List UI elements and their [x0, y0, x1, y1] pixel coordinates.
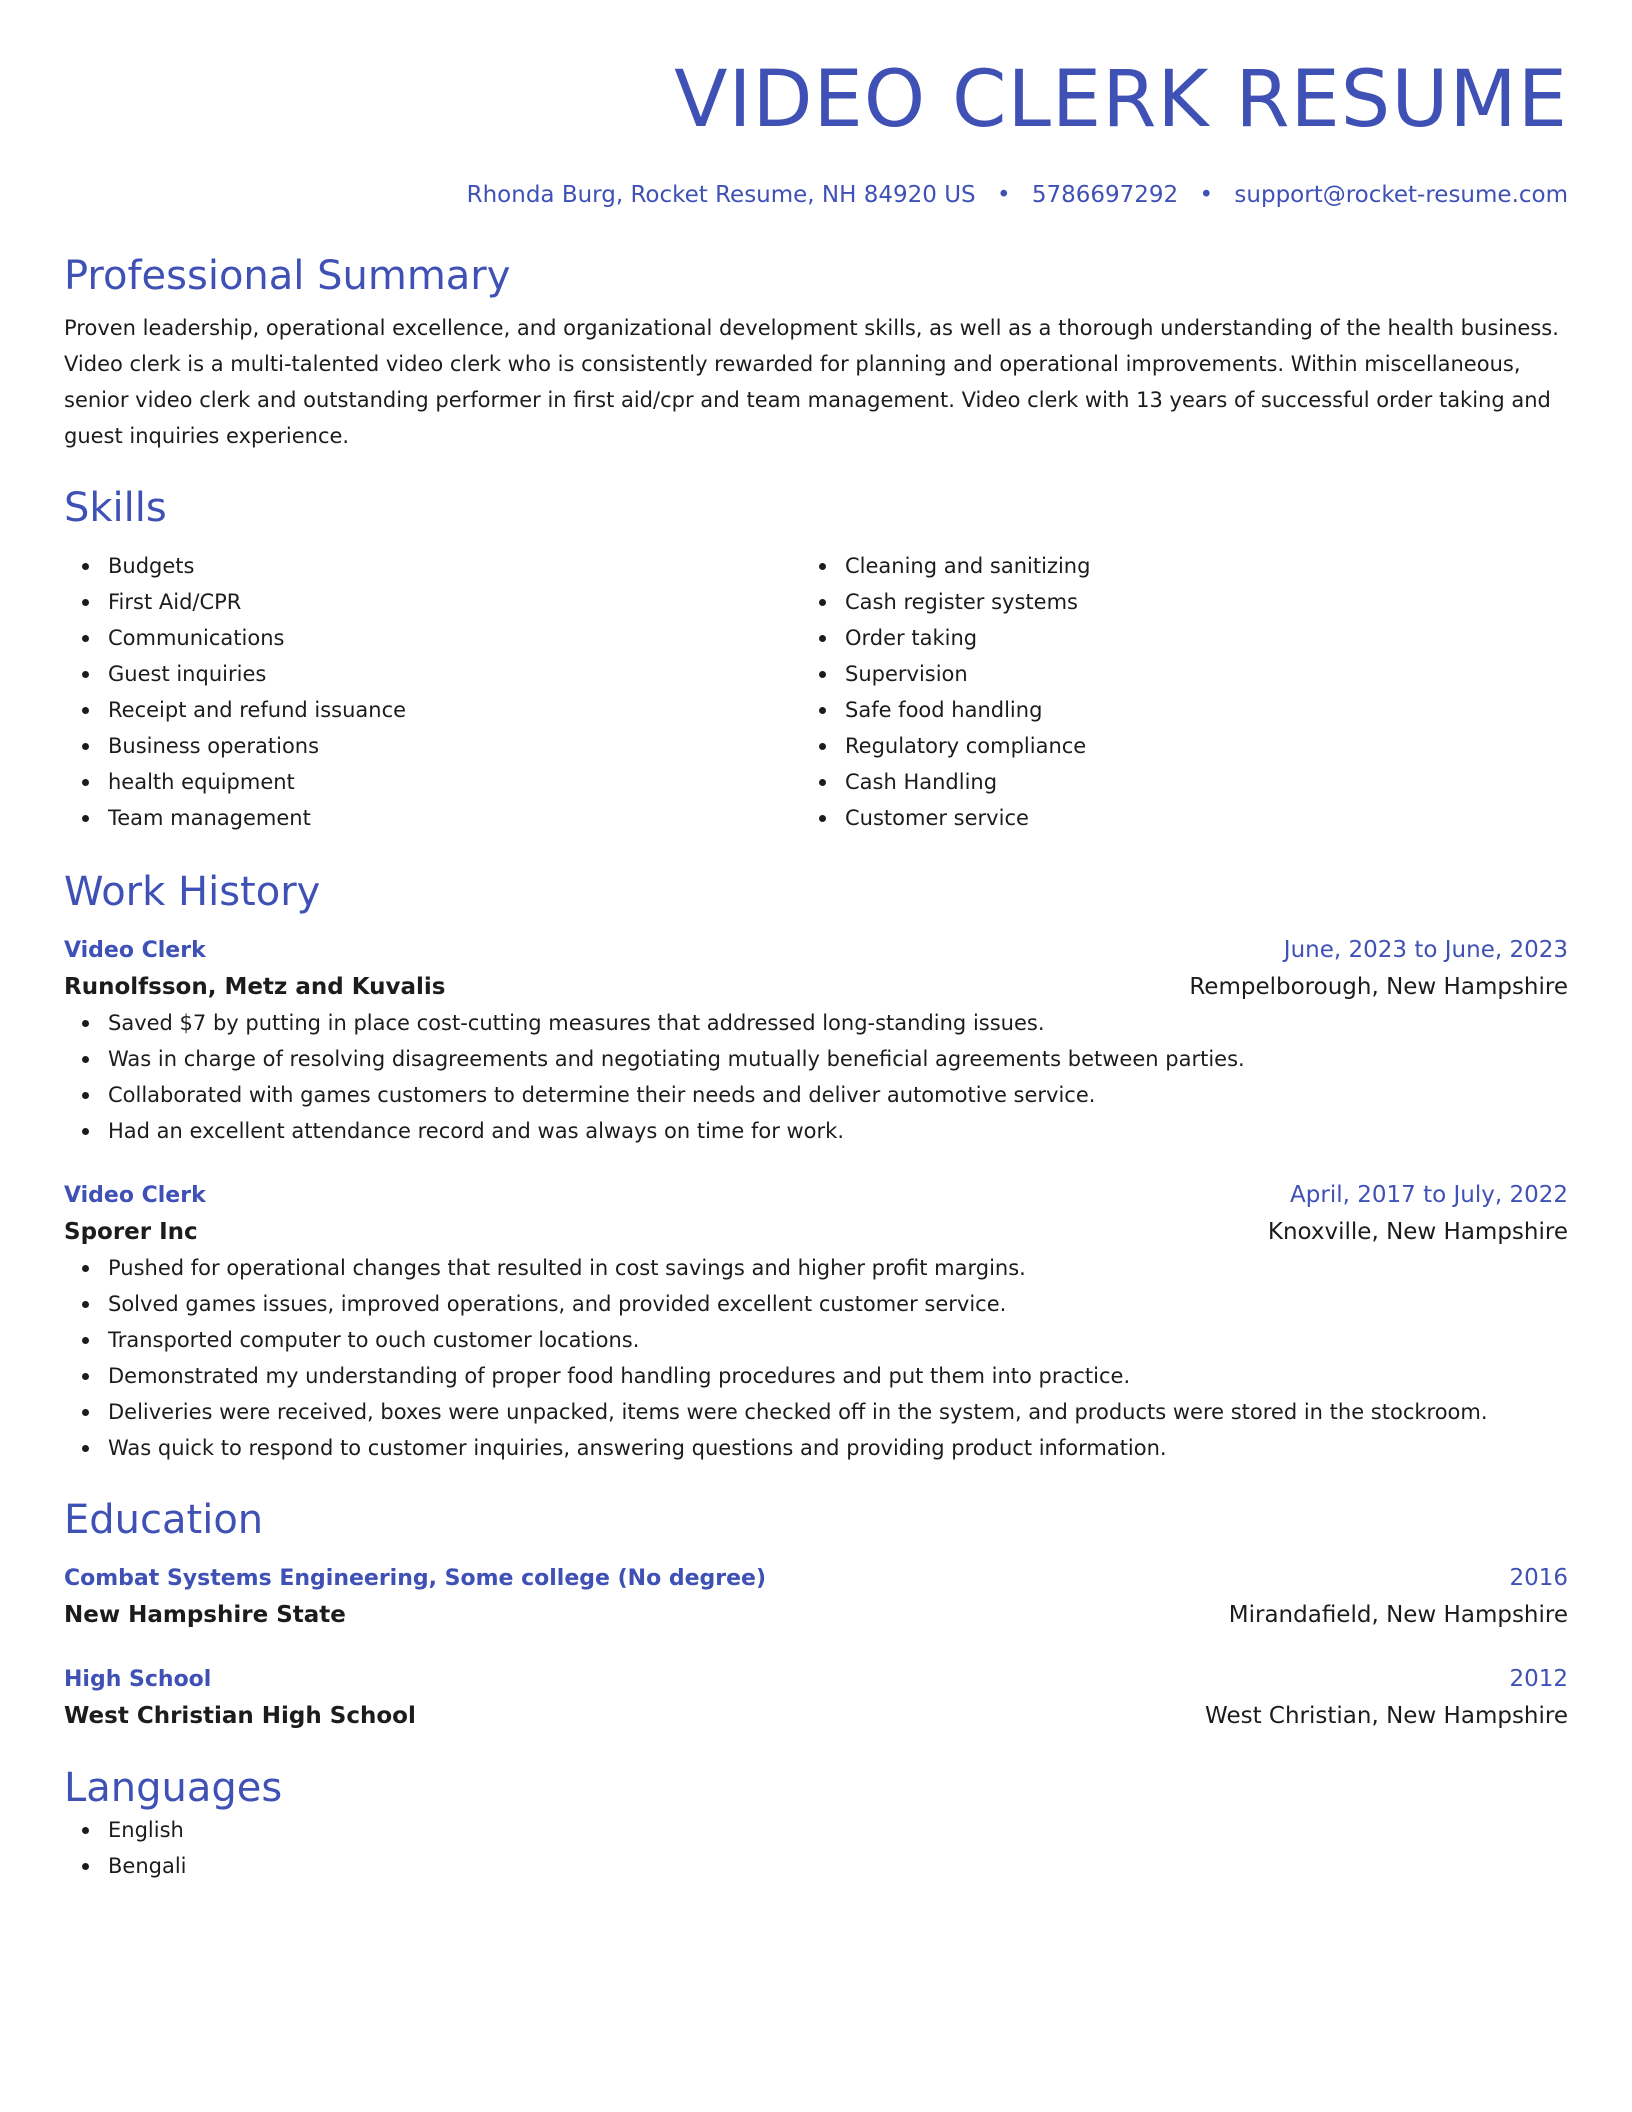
skill-item: Receipt and refund issuance — [108, 692, 801, 728]
job-bullet: Was in charge of resolving disagreements and negotiating mutually beneficial agreements between parties. — [108, 1041, 1568, 1077]
skills-list — [64, 548, 1568, 836]
skill-item: Guest inquiries — [108, 656, 801, 692]
skill-item: health equipment — [108, 764, 801, 800]
job-bullet: Transported computer to ouch customer locations. — [108, 1322, 1568, 1358]
resume-title: VIDEO CLERK RESUME — [674, 55, 1568, 145]
language-item: Bengali — [108, 1848, 1568, 1884]
job-title: Video Clerk — [64, 1183, 206, 1208]
language-item: English — [108, 1812, 1568, 1848]
education-header-row — [64, 1661, 1568, 1698]
job-bullet: Demonstrated my understanding of proper food handling procedures and put them into practice. — [108, 1358, 1568, 1394]
education-entry — [64, 1560, 1568, 1633]
job-header-row — [64, 932, 1568, 969]
skill-item: Communications — [108, 620, 801, 656]
education-year: 2012 — [1509, 1666, 1568, 1692]
education-location: Mirandafield, New Hampshire — [1228, 1602, 1568, 1628]
job-location: Rempelborough, New Hampshire — [1189, 974, 1568, 1000]
skill-item: Cleaning and sanitizing — [845, 548, 1538, 584]
education-heading: Education — [64, 1497, 264, 1543]
skill-item: Team management — [108, 800, 801, 836]
job-dates: June, 2023 to June, 2023 — [1283, 937, 1568, 963]
education-location: West Christian, New Hampshire — [1205, 1703, 1568, 1729]
job-employer-row — [64, 969, 1568, 1005]
languages-list — [64, 1812, 1568, 1884]
job-location: Knoxville, New Hampshire — [1267, 1219, 1568, 1245]
contact-phone: 5786697292 — [1031, 182, 1179, 208]
skill-item: Supervision — [845, 656, 1538, 692]
contact-separator: • — [1199, 182, 1214, 208]
education-degree: Combat Systems Engineering, Some college (No degree) — [64, 1566, 767, 1591]
skill-item: Safe food handling — [845, 692, 1538, 728]
skill-item: Regulatory compliance — [845, 728, 1538, 764]
job-bullet: Pushed for operational changes that resulted in cost savings and higher profit margins. — [108, 1250, 1568, 1286]
job-entry — [64, 932, 1568, 1149]
languages-heading: Languages — [64, 1765, 283, 1811]
education-school: West Christian High School — [64, 1703, 416, 1729]
skills-column-right — [801, 548, 1538, 836]
job-bullet: Collaborated with games customers to determine their needs and deliver automotive service. — [108, 1077, 1568, 1113]
skill-item: Cash Handling — [845, 764, 1538, 800]
skill-item: Cash register systems — [845, 584, 1538, 620]
job-dates: April, 2017 to July, 2022 — [1290, 1182, 1568, 1208]
job-bullets — [64, 1250, 1568, 1466]
education-year: 2016 — [1509, 1565, 1568, 1591]
job-header-row — [64, 1177, 1568, 1214]
job-employer-row — [64, 1214, 1568, 1250]
summary-text: Proven leadership, operational excellence, and organizational development skills, as well as a thorough understanding of the health business. Video clerk is a multi-talented video clerk who is consistently rewarded for planning and operational improvements. Within miscellaneous, senior video clerk and outstanding performer in first aid/cpr and team management. Video clerk with 13 years of successful order taking and guest inquiries experience. — [64, 316, 1559, 448]
work-history-heading: Work History — [64, 869, 321, 915]
education-degree: High School — [64, 1667, 212, 1692]
job-bullets — [64, 1005, 1568, 1149]
job-bullet: Deliveries were received, boxes were unpacked, items were checked off in the system, and products were stored in the stockroom. — [108, 1394, 1568, 1430]
education-school-row — [64, 1597, 1568, 1633]
education-entry — [64, 1661, 1568, 1734]
contact-separator: • — [996, 182, 1011, 208]
job-bullet: Solved games issues, improved operations, and provided excellent customer service. — [108, 1286, 1568, 1322]
skills-column-left — [64, 548, 801, 836]
skill-item: Business operations — [108, 728, 801, 764]
skill-item: Customer service — [845, 800, 1538, 836]
education-header-row — [64, 1560, 1568, 1597]
job-bullet: Was quick to respond to customer inquiries, answering questions and providing product information. — [108, 1430, 1568, 1466]
education-school-row — [64, 1698, 1568, 1734]
summary-heading: Professional Summary — [64, 253, 511, 299]
education-school: New Hampshire State — [64, 1602, 346, 1628]
job-title: Video Clerk — [64, 938, 206, 963]
skill-item: Order taking — [845, 620, 1538, 656]
skill-item: First Aid/CPR — [108, 584, 801, 620]
job-bullet: Had an excellent attendance record and was always on time for work. — [108, 1113, 1568, 1149]
job-employer: Runolfsson, Metz and Kuvalis — [64, 974, 446, 1000]
job-employer: Sporer Inc — [64, 1219, 198, 1245]
skill-item: Budgets — [108, 548, 801, 584]
contact-email: support@rocket-resume.com — [1234, 182, 1568, 208]
skills-heading: Skills — [64, 485, 167, 531]
contact-line — [64, 180, 1568, 210]
job-entry — [64, 1177, 1568, 1466]
contact-address: Rhonda Burg, Rocket Resume, NH 84920 US — [466, 182, 976, 208]
job-bullet: Saved $7 by putting in place cost-cutting measures that addressed long-standing issues. — [108, 1005, 1568, 1041]
